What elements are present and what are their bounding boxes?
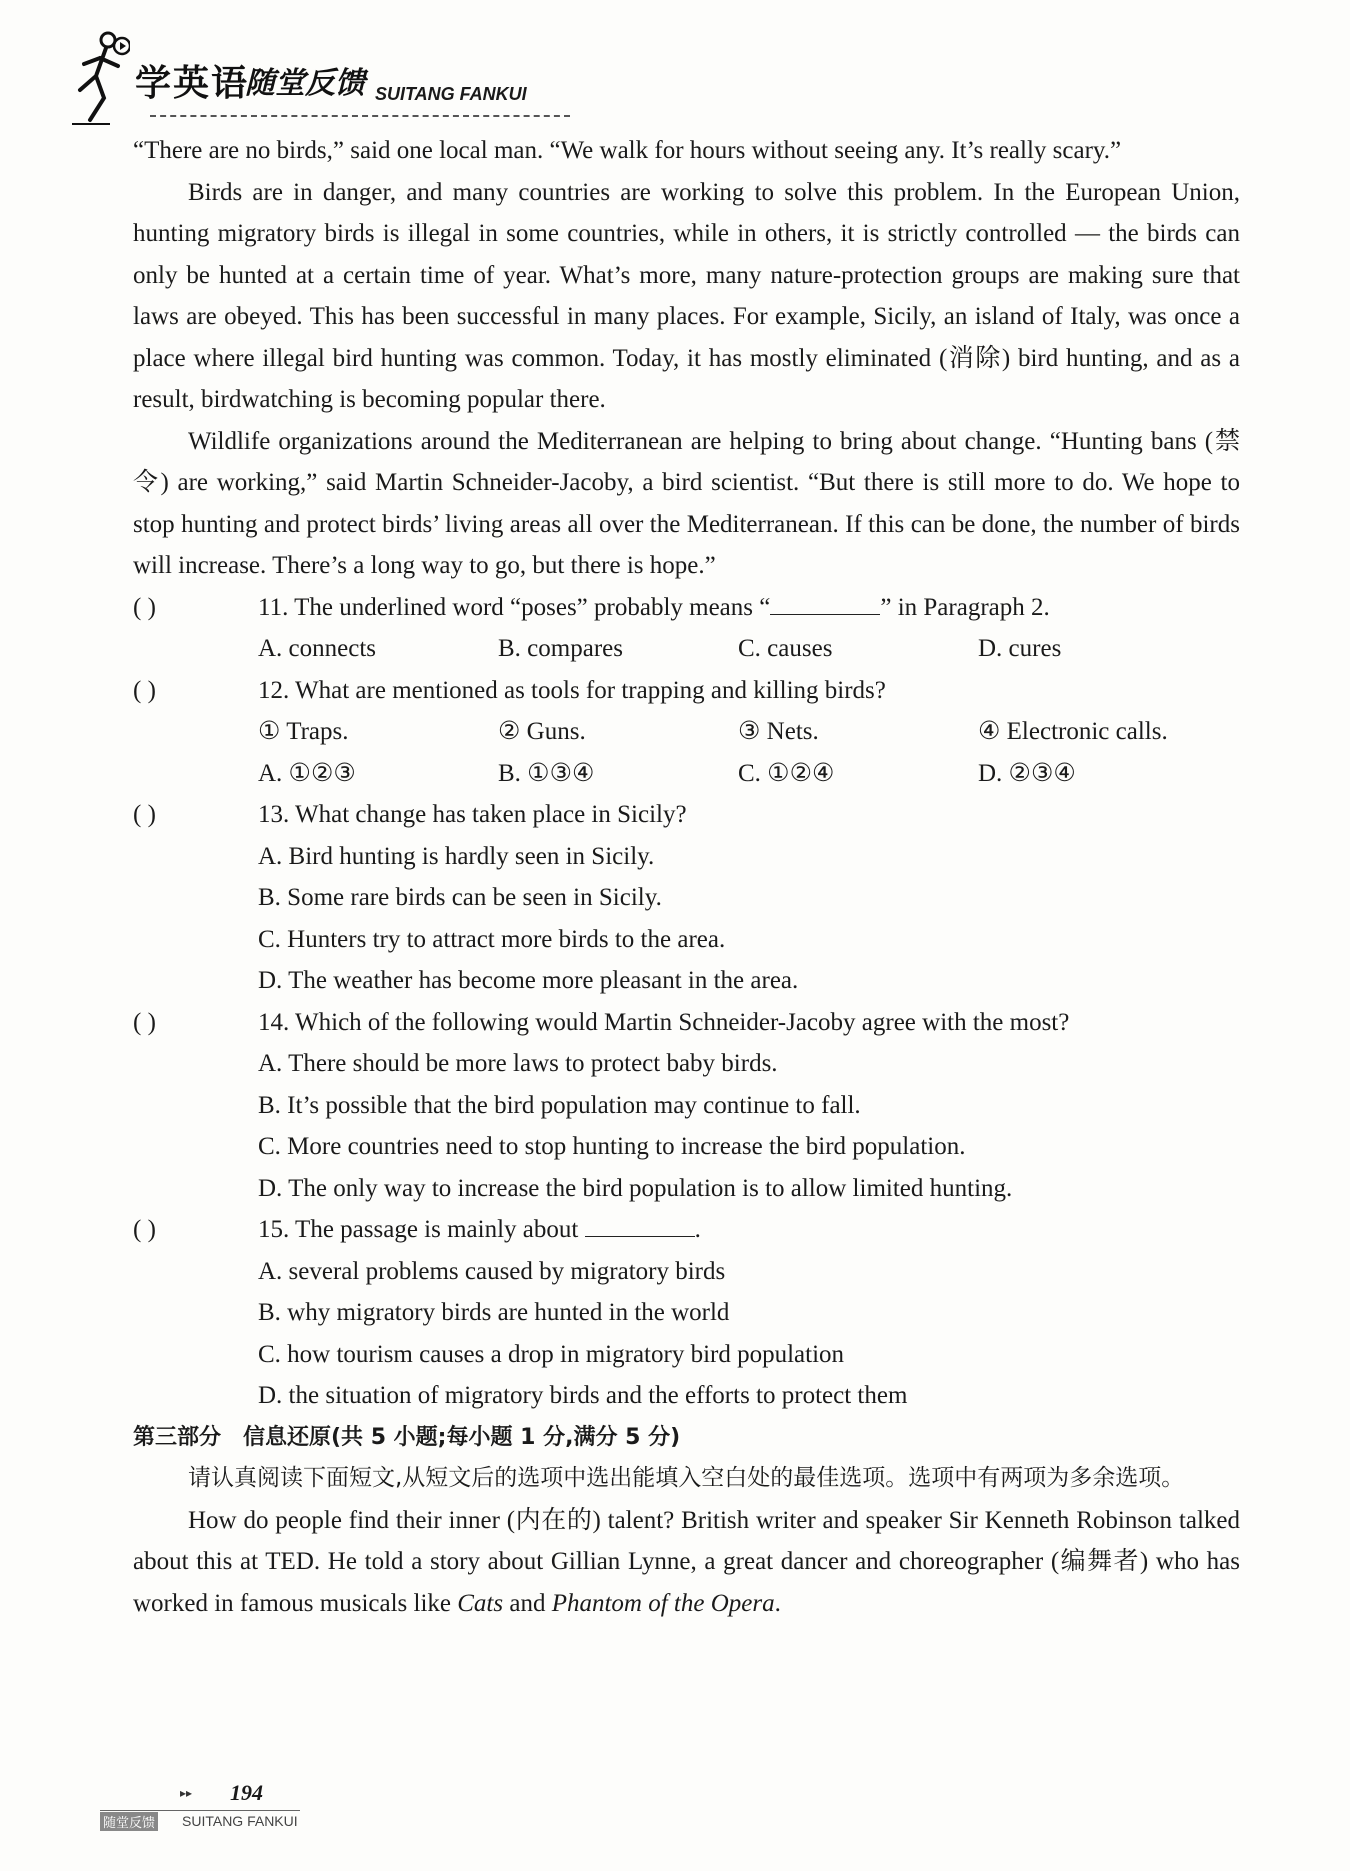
option: A. Bird hunting is hardly seen in Sicily. [258, 842, 655, 870]
question-stem: 11. The underlined word “poses” probably means “ ” in Paragraph 2. [258, 593, 1050, 621]
option: B. It’s possible that the bird population may continue to fall. [258, 1091, 861, 1119]
arrow-icon: ▸▸ [180, 1786, 193, 1800]
passage-paragraph-1: “There are no birds,” said one local man. “We walk for hours without seeing any. It’s really scary.” [133, 137, 1122, 164]
header-subtitle-en: SUITANG FANKUI [375, 84, 527, 104]
fill-blank [770, 594, 880, 615]
fill-blank [585, 1216, 695, 1237]
option: B. compares [498, 635, 623, 662]
question-stem: 12. What are mentioned as tools for trapping and killing birds? [258, 676, 886, 704]
item: ③ Nets. [738, 718, 819, 745]
option: D. ②③④ [978, 759, 1076, 787]
question-11 [133, 587, 1240, 629]
answer-paren[interactable]: ( ) [133, 676, 156, 704]
answer-paren[interactable]: ( ) [133, 593, 156, 621]
option: C. how tourism causes a drop in migratory bird population [258, 1340, 845, 1368]
option: B. Some rare birds can be seen in Sicily. [258, 884, 662, 911]
footer-label-cn: 随堂反馈 [100, 1812, 158, 1831]
musical-title: Cats [457, 1589, 504, 1617]
item: ① Traps. [258, 718, 349, 745]
section-instruction: 请认真阅读下面短文,从短文后的选项中选出能填入空白处的最佳选项。选项中有两项为多余选项。 [188, 1465, 1185, 1491]
option: A. several problems caused by migratory birds [258, 1257, 726, 1285]
question-14 [133, 1002, 1240, 1044]
option: D. The only way to increase the bird population is to allow limited hunting. [258, 1174, 1013, 1202]
answer-paren[interactable]: ( ) [133, 1216, 156, 1243]
option: C. causes [738, 635, 833, 662]
answer-paren[interactable]: ( ) [133, 1008, 156, 1036]
option: D. the situation of migratory birds and the efforts to protect them [258, 1382, 908, 1409]
page-content [133, 130, 1240, 1624]
item: ④ Electronic calls. [978, 718, 1168, 745]
question-stem: 13. What change has taken place in Sicily? [258, 801, 687, 828]
section-title: 第三部分 信息还原(共 5 小题;每小题 1 分,满分 5 分) [133, 1424, 681, 1450]
part3-paragraph-1: How do people find their inner (内在的) talent? British writer and speaker Sir Kenneth Robinson talked about this at TED. He told a story about Gillian Lynne, a great dancer and choreographer (编舞者) who has worked in famous musicals like Cats and Phantom of the Opera. [133, 1506, 1240, 1617]
question-11-options [133, 628, 1240, 670]
option: A. ①②③ [258, 759, 356, 787]
option: C. ①②④ [738, 759, 835, 787]
option: C. Hunters try to attract more birds to the area. [258, 925, 726, 953]
header-divider [150, 115, 570, 117]
option: B. ①③④ [498, 759, 595, 787]
option: C. More countries need to stop hunting to increase the bird population. [258, 1133, 966, 1160]
answer-paren[interactable]: ( ) [133, 801, 156, 828]
option: A. connects [258, 635, 377, 662]
musical-title: Phantom of the Opera [551, 1589, 775, 1617]
question-12 [133, 670, 1240, 712]
header-subtitle: 随堂反馈 [245, 66, 365, 101]
option: A. There should be more laws to protect baby birds. [258, 1050, 778, 1077]
question-15 [133, 1209, 1240, 1251]
question-12-items [133, 711, 1240, 753]
option: B. why migratory birds are hunted in the world [258, 1299, 730, 1326]
header-title: 学英语 [135, 63, 250, 104]
question-13 [133, 794, 1240, 836]
passage-paragraph-3: Wildlife organizations around the Mediterranean are helping to bring about change. “Hunting bans (禁令) are working,” said Martin Schneider-Jacoby, a bird scientist. “But there is still more to do. We hope to stop hunting and protect birds’ living areas all over the Mediterranean. If this can be done, the number of birds will increase. There’s a long way to go, but there is hope.” [133, 427, 1240, 579]
question-stem: 14. Which of the following would Martin Schneider-Jacoby agree with the most? [258, 1008, 1070, 1036]
question-stem: 15. The passage is mainly about . [258, 1216, 701, 1243]
option: D. The weather has become more pleasant in the area. [258, 967, 799, 994]
page-number: 194 [230, 1780, 263, 1805]
page-header [70, 20, 1270, 130]
item: ② Guns. [498, 718, 586, 745]
question-12-options [133, 753, 1240, 795]
passage-paragraph-2: Birds are in danger, and many countries are working to solve this problem. In the European Union, hunting migratory birds is illegal in some countries, while in others, it is strictly controlled — the birds can only be hunted at a certain time of year. What’s more, many nature-protection groups are making sure that laws are obeyed. This has been successful in many places. For example, Sicily, an island of Italy, was once a place where illegal bird hunting was common. Today, it has mostly eliminated (消除) bird hunting, and as a result, birdwatching is becoming popular there. [133, 178, 1240, 413]
footer-label-en: SUITANG FANKUI [182, 1813, 298, 1829]
running-figure-logo-icon [70, 28, 130, 128]
option: D. cures [978, 635, 1062, 662]
